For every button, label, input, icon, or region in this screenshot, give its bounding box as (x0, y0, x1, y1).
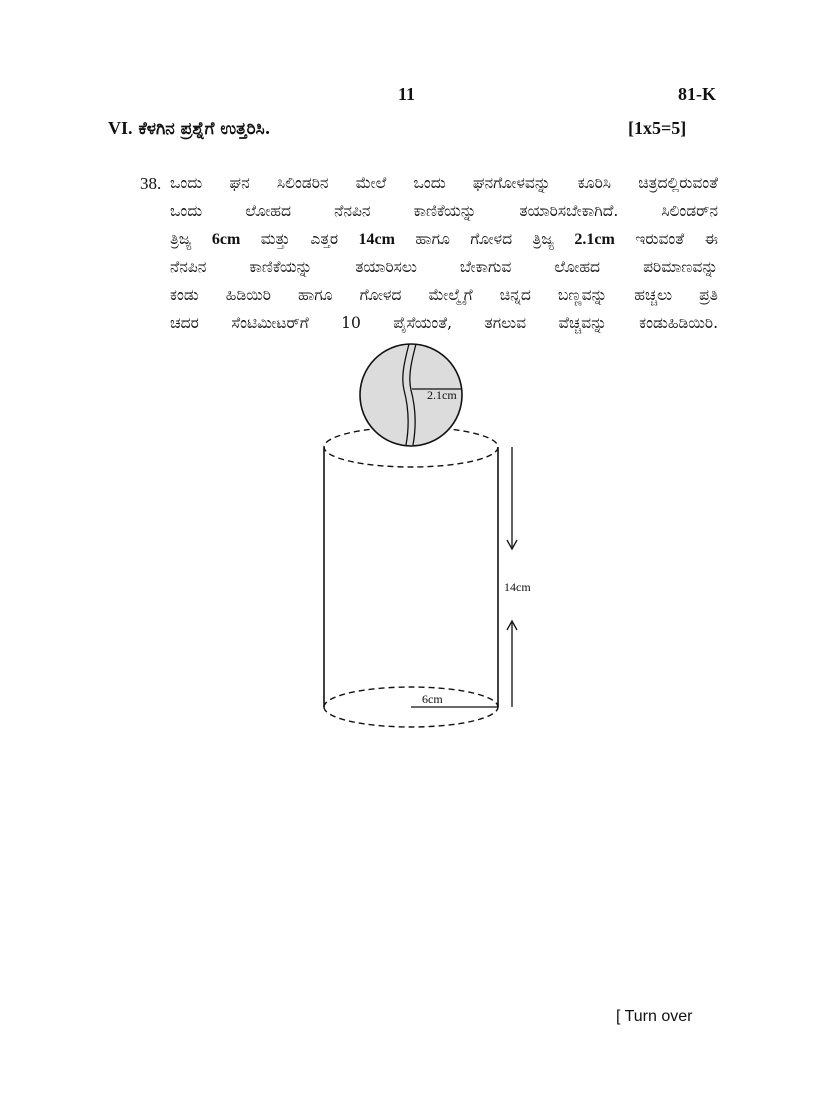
memento-figure (300, 335, 560, 755)
question-line-5: ಕಂಡು ಹಿಡಿಯಿರಿ ಹಾಗೂ ಗೋಳದ ಮೇಲ್ಮೈಗೆ ಚಿನ್ನದ ಬಣ್ಣವನ್ನು ಹಚ್ಚಲು ಪ್ರತಿ (170, 286, 718, 304)
turn-over-note: [ Turn over (616, 1008, 693, 1025)
question-line-6: ಚದರ ಸೆಂಟಿಮೀಟರ್‌ಗೆ 10 ಪೈಸೆಯಂತೆ, ತಗಲುವ ವೆಚ್ಚವನ್ನು ಕಂಡುಹಿಡಿಯಿರಿ. (170, 314, 718, 332)
question-line-2: ಒಂದು ಲೋಹದ ನೆನಪಿನ ಕಾಣಿಕೆಯನ್ನು ತಯಾರಿಸಬೇಕಾಗಿದೆ. ಸಿಲಿಂಡರ್‌ನ (170, 202, 718, 220)
page-number: 11 (398, 84, 416, 104)
paper-code: 81-K (678, 84, 716, 104)
q3-text-c: ಮತ್ತು ಎತ್ತರ (260, 230, 339, 248)
q3-text-a: ತ್ರಿಜ್ಯ (170, 230, 192, 248)
cylinder-radius-value: 6cm (211, 231, 241, 248)
section-title: ಕೆಳಗಿನ ಪ್ರಶ್ನೆಗೆ ಉತ್ತರಿಸಿ. (138, 119, 271, 139)
cylinder-height-label: 14cm (504, 580, 531, 594)
q3-text-g: ಇರುವಂತೆ ಈ (635, 230, 718, 248)
cylinder-radius-label: 6cm (422, 692, 443, 706)
cylinder-bottom-back (324, 687, 498, 707)
section-heading (108, 118, 271, 139)
question-line-4: ನೆನಪಿನ ಕಾಣಿಕೆಯನ್ನು ತಯಾರಿಸಲು ಬೇಕಾಗುವ ಲೋಹದ ಪರಿಮಾಣವನ್ನು (170, 258, 718, 276)
question-line-1: ಒಂದು ಘನ ಸಿಲಿಂಡರಿನ ಮೇಲೆ ಒಂದು ಘನಗೋಳವನ್ನು ಕೂರಿಸಿ ಚಿತ್ರದಲ್ಲಿರುವಂತೆ (170, 174, 718, 192)
question-line-3 (170, 227, 718, 252)
question-number: 38. (140, 174, 162, 193)
cylinder-bottom-front (324, 707, 498, 727)
sphere-radius-value: 2.1cm (574, 231, 615, 248)
q3-text-e: ಹಾಗೂ ಗೋಳದ ತ್ರಿಜ್ಯ (415, 230, 554, 248)
section-roman: VI. (108, 118, 133, 138)
sphere-radius-label: 2.1cm (427, 388, 457, 402)
cylinder-height-value: 14cm (358, 231, 395, 248)
section-marks: [1x5=5] (628, 118, 687, 138)
